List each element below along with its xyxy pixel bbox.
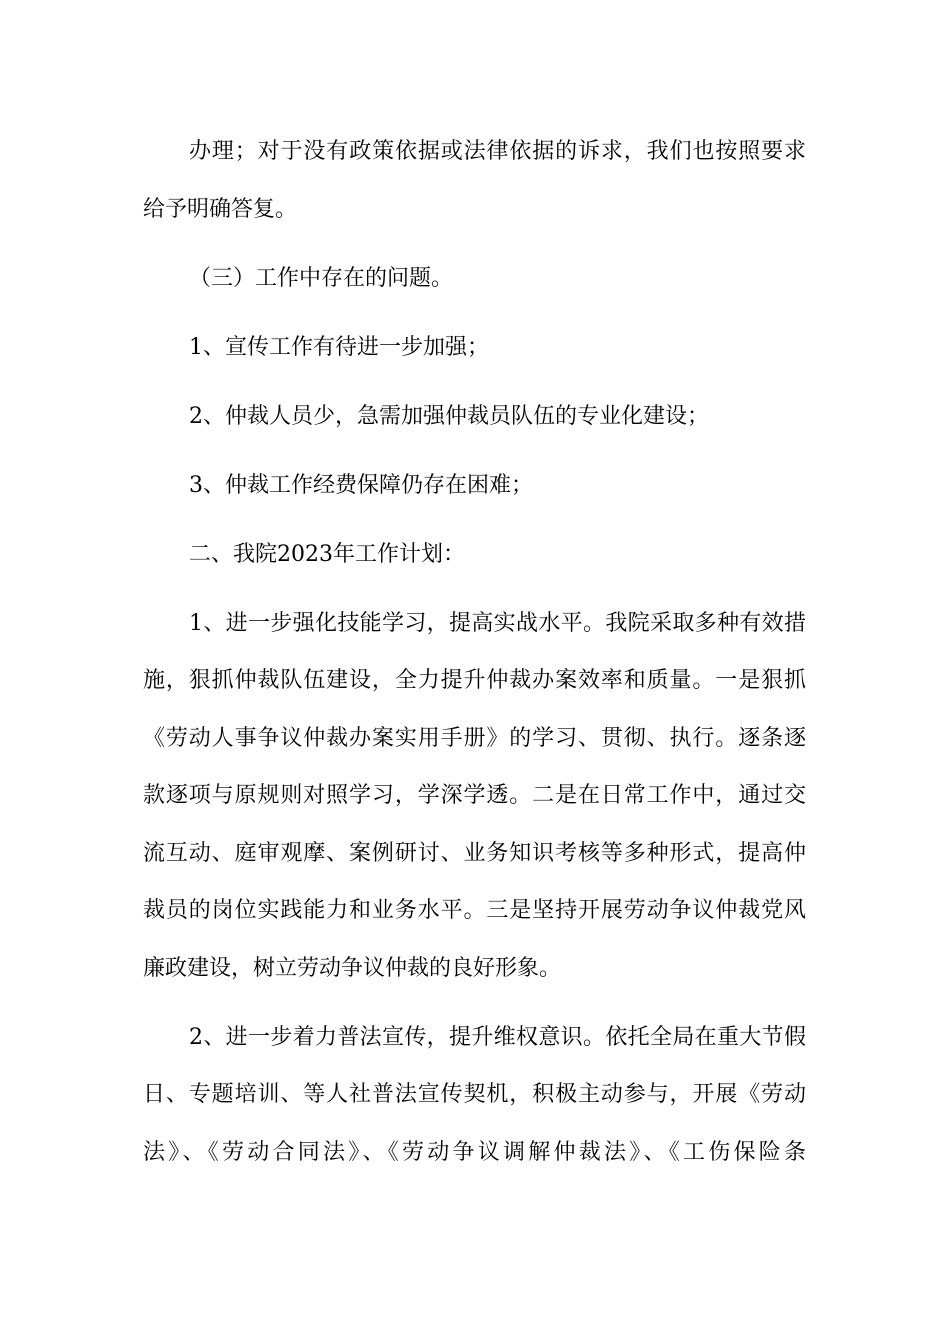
paragraph-7-line-3: 《劳动人事争议仲裁办案实用手册》的学习、贯彻、执行。逐条逐 <box>143 725 806 751</box>
paragraph-1-line-2: 给予明确答复。 <box>143 196 298 222</box>
paragraph-8-line-3: 法》、《劳动合同法》、《劳动争议调解仲裁法》、《工伤保险条 <box>143 1139 806 1165</box>
paragraph-8-line-1: 2、进一步着力普法宣传，提升维权意识。依托全局在重大节假 <box>189 1024 806 1050</box>
paragraph-5-line-1: 3、仲裁工作经费保障仍存在困难； <box>189 472 533 498</box>
paragraph-8-line-2: 日、专题培训、等人社普法宣传契机，积极主动参与，开展《劳动 <box>143 1082 806 1107</box>
paragraph-4-line-1: 2、仲裁人员少，急需加强仲裁员队伍的专业化建设； <box>189 403 709 429</box>
paragraph-6-line-1: 二、我院2023年工作计划： <box>189 541 465 567</box>
paragraph-7-line-2: 施，狠抓仲裁队伍建设，全力提升仲裁办案效率和质量。一是狠抓 <box>143 668 806 693</box>
paragraph-7-line-7: 廉政建设，树立劳动争议仲裁的良好形象。 <box>143 955 562 981</box>
paragraph-1-line-1: 办理；对于没有政策依据或法律依据的诉求，我们也按照要求 <box>189 139 806 164</box>
paragraph-7-line-4: 款逐项与原规则对照学习，学深学透。二是在日常工作中，通过交 <box>143 783 806 808</box>
problem-item-3 <box>143 457 806 515</box>
paragraph-handling-reply <box>143 123 806 238</box>
paragraph-7-line-6: 裁员的岗位实践能力和业务水平。三是坚持开展劳动争议仲裁党风 <box>143 898 806 923</box>
plan-item-2 <box>143 1009 806 1182</box>
document-body <box>143 123 806 1193</box>
paragraph-7-line-1: 1、进一步强化技能学习，提高实战水平。我院采取多种有效措 <box>189 610 806 636</box>
section-heading-work-plan <box>143 526 806 584</box>
problem-item-2 <box>143 388 806 446</box>
section-heading-problems <box>143 250 806 308</box>
paragraph-7-line-5: 流互动、庭审观摩、案例研讨、业务知识考核等多种形式，提高仲 <box>143 840 806 866</box>
problem-item-1 <box>143 319 806 377</box>
paragraph-2-line-1: （三）工作中存在的问题。 <box>189 265 454 291</box>
plan-item-1 <box>143 595 806 998</box>
paragraph-3-line-1: 1、宣传工作有待进一步加强； <box>189 334 489 360</box>
